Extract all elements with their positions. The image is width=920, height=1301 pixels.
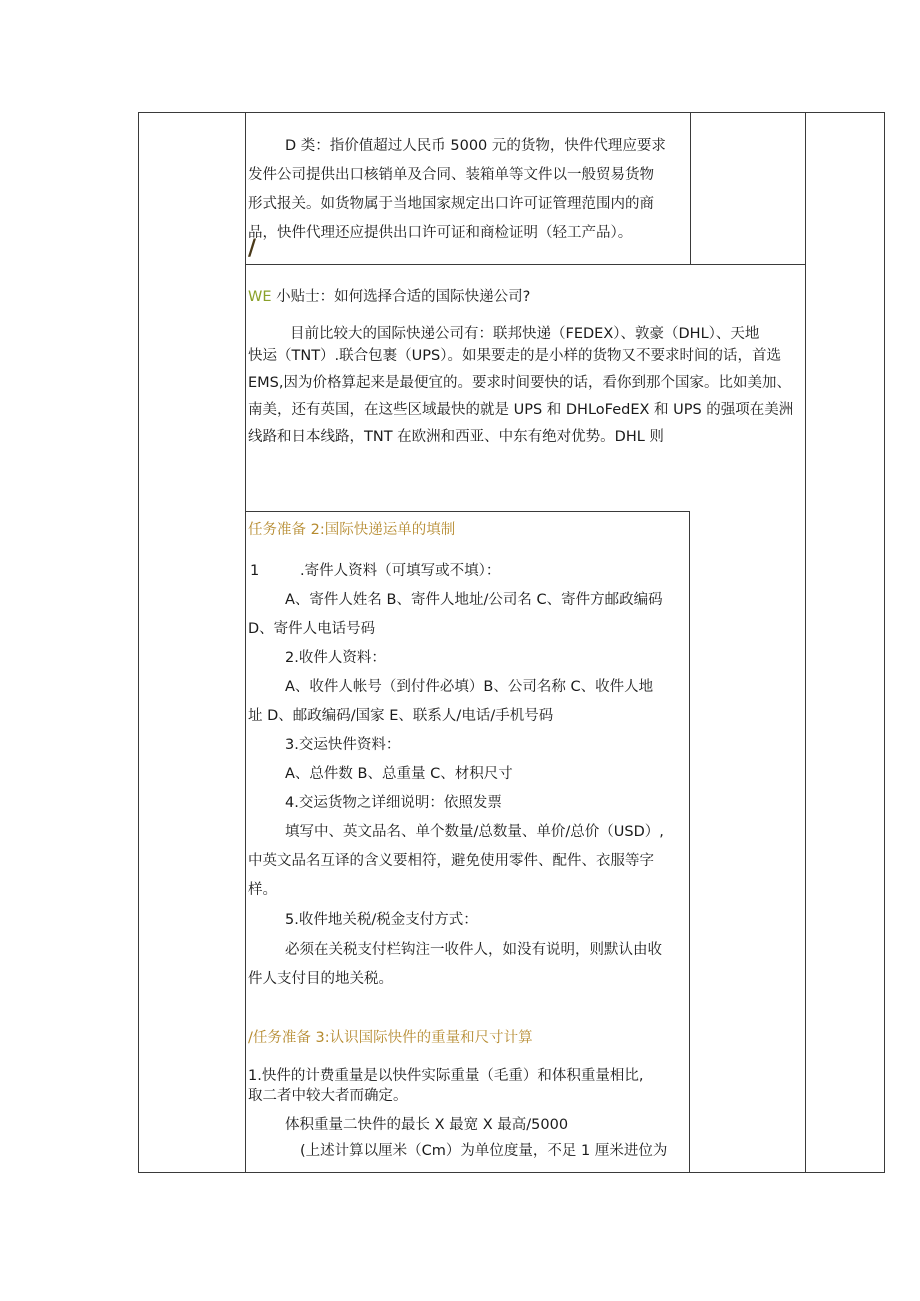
task2-title: 任务准备 2:国际快递运单的填制 <box>248 522 456 538</box>
table-bottom-border <box>138 1172 885 1173</box>
tips-line-2: 快运（TNT）.联合包裹（UPS）。如果要走的是小样的货物又不要求时间的话，首选 <box>248 348 781 364</box>
table-top-border <box>138 112 885 113</box>
task2-item3-a: A、总件数 B、总重量 C、材积尺寸 <box>285 766 513 782</box>
task3-p1-a: 1.快件的计费重量是以快件实际重量（毛重）和体积重量相比, <box>248 1068 644 1084</box>
task2-item4-c: 样。 <box>248 882 277 898</box>
slash-mark: / <box>248 236 257 261</box>
tips-title: 小贴士：如何选择合适的国际快递公司? <box>276 289 531 305</box>
task2-item5: 5.收件地关税/税金支付方式： <box>285 912 478 928</box>
task2-item3: 3.交运快件资料： <box>285 737 401 753</box>
task2-item1-num: 1 <box>250 563 260 579</box>
row-divider-upper <box>245 264 805 265</box>
task3-formula: 体积重量二快件的最长 X 最宽 X 最高/5000 <box>285 1117 569 1133</box>
task3-p1-b: 取二者中较大者而确定。 <box>248 1088 408 1104</box>
d-class-line-4: 品，快件代理还应提供出口许可证和商检证明（轻工产品）。 <box>248 225 633 241</box>
tips-line-5: 线路和日本线路，TNT 在欧洲和西亚、中东有绝对优势。DHL 则 <box>248 429 664 445</box>
task2-item4: 4.交运货物之详细说明：依照发票 <box>285 795 502 811</box>
d-class-line-2: 发件公司提供出口核销单及合同、装箱单等文件以一般贸易货物 <box>248 167 654 183</box>
task3-note: (上述计算以厘米（Cm）为单位度量，不足 1 厘米进位为 <box>300 1143 668 1159</box>
task2-item1-b: D、寄件人电话号码 <box>248 621 376 637</box>
task2-item5-a: 必须在关税支付栏钩注一收件人，如没有说明，则默认由收 <box>285 942 662 958</box>
tips-line-4: 南美，还有英国，在这些区域最快的就是 UPS 和 DHLoFedEX 和 UPS 的强项在美洲 <box>248 402 794 418</box>
column-divider-2-upper <box>690 112 691 264</box>
task2-item2-b: 址 D、邮政编码/国家 E、联系人/电话/手机号码 <box>248 708 554 724</box>
task2-item2-a: A、收件人帐号（到付件必填）B、公司名称 C、收件人地 <box>285 679 654 695</box>
d-class-line-3: 形式报关。如货物属于当地国家规定出口许可证管理范围内的商 <box>248 196 654 212</box>
column-divider-1 <box>245 112 246 1173</box>
d-class-line-1: D 类：指价值超过人民币 5000 元的货物，快件代理应要求 <box>285 138 666 154</box>
tips-prefix: WE <box>248 289 272 305</box>
tips-heading <box>248 283 530 312</box>
tips-line-1: 目前比较大的国际快递公司有：联邦快递（FEDEX）、敦豪（DHL）、天地 <box>290 326 760 342</box>
tips-line-3: EMS,因为价格算起来是最便宜的。要求时间要快的话，看你到那个国家。比如美加、 <box>248 375 791 391</box>
column-divider-3 <box>805 112 806 1173</box>
task3-title: /任务准备 3:认识国际快件的重量和尺寸计算 <box>248 1030 533 1046</box>
task2-item4-a: 填写中、英文品名、单个数量/总数量、单价/总价（USD）, <box>285 824 664 840</box>
table-left-border <box>138 112 139 1173</box>
task2-item1-label: .寄件人资料（可填写或不填）： <box>300 563 501 579</box>
table-right-border <box>884 112 885 1173</box>
inner-box-top <box>245 511 690 512</box>
task2-item2: 2.收件人资料： <box>285 650 386 666</box>
task2-item4-b: 中英文品名互译的含义要相符，避免使用零件、配件、衣服等字 <box>248 853 654 869</box>
task2-item5-b: 件人支付目的地关税。 <box>248 971 393 987</box>
inner-box-right <box>689 511 690 1173</box>
task2-item1-a: A、寄件人姓名 B、寄件人地址/公司名 C、寄件方邮政编码 <box>285 592 663 608</box>
